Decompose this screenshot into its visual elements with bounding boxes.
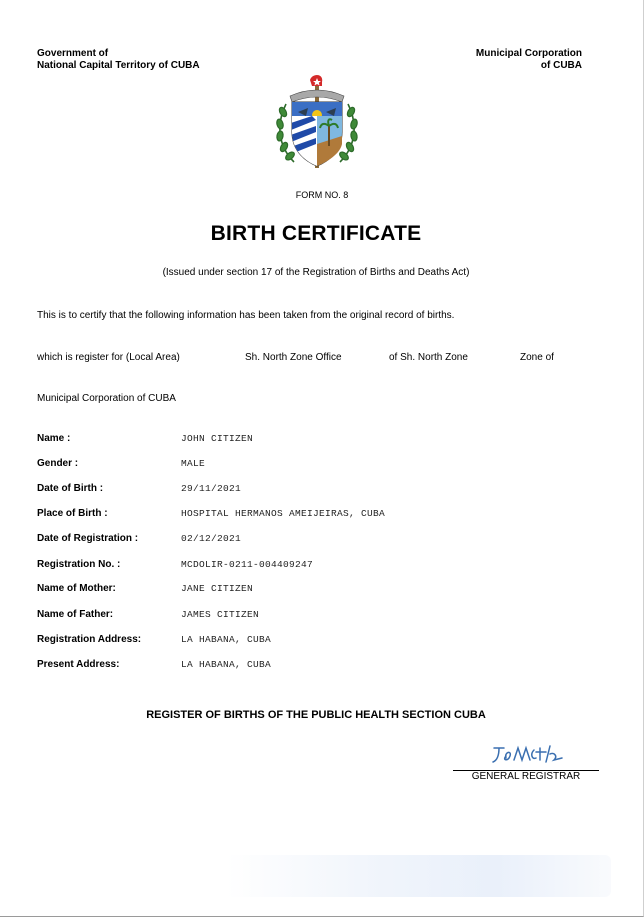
field-value: HOSPITAL HERMANOS AMEIJEIRAS, CUBA xyxy=(181,508,386,519)
header-right-line1: Municipal Corporation xyxy=(475,48,582,59)
local-area-label: which is register for (Local Area) xyxy=(37,352,180,363)
certificate-subtitle: (Issued under section 17 of the Registration of Births and Deaths Act) xyxy=(162,267,470,278)
field-label: Registration No. : xyxy=(37,559,121,570)
field-label: Name of Mother: xyxy=(37,583,116,594)
field-value: JAMES CITIZEN xyxy=(181,609,260,620)
header-right-line2: of CUBA xyxy=(540,60,582,71)
certificate-title: BIRTH CERTIFICATE xyxy=(210,222,422,245)
zone-office: Sh. North Zone Office xyxy=(245,352,342,363)
zone-name: of Sh. North Zone xyxy=(389,352,468,363)
field-label: Name of Father: xyxy=(37,609,114,620)
field-label: Name : xyxy=(37,433,71,444)
header-left-line2: National Capital Territory of CUBA xyxy=(37,60,200,71)
field-value: MALE xyxy=(181,458,206,469)
field-value: 29/11/2021 xyxy=(181,483,242,494)
header-left-line1: Government of xyxy=(37,48,109,59)
signature-icon xyxy=(488,742,568,766)
field-value: LA HABANA, CUBA xyxy=(181,659,272,670)
field-label: Date of Birth : xyxy=(37,483,104,494)
field-value: LA HABANA, CUBA xyxy=(181,634,272,645)
faint-smudge xyxy=(226,855,611,897)
zone-of-label: Zone of xyxy=(520,352,554,363)
form-number: FORM NO. 8 xyxy=(295,190,349,200)
field-label: Gender : xyxy=(37,458,79,469)
field-value: JOHN CITIZEN xyxy=(181,433,254,444)
field-value: 02/12/2021 xyxy=(181,533,242,544)
field-label: Place of Birth : xyxy=(37,508,108,519)
registrar-label: GENERAL REGISTRAR xyxy=(471,771,581,782)
cuban-coat-of-arms-icon xyxy=(272,74,362,174)
field-value: MCDOLIR-0211-004409247 xyxy=(181,559,314,570)
certification-statement: This is to certify that the following information has been taken from the original record of births. xyxy=(37,310,455,321)
municipal-corporation-line: Municipal Corporation of CUBA xyxy=(37,393,176,404)
field-value: JANE CITIZEN xyxy=(181,583,254,594)
field-label: Registration Address: xyxy=(37,634,142,645)
header-left xyxy=(37,48,200,72)
header-right xyxy=(476,48,582,72)
field-label: Date of Registration : xyxy=(37,533,139,544)
register-footer: REGISTER OF BIRTHS OF THE PUBLIC HEALTH SECTION CUBA xyxy=(146,709,486,721)
field-label: Present Address: xyxy=(37,659,120,670)
